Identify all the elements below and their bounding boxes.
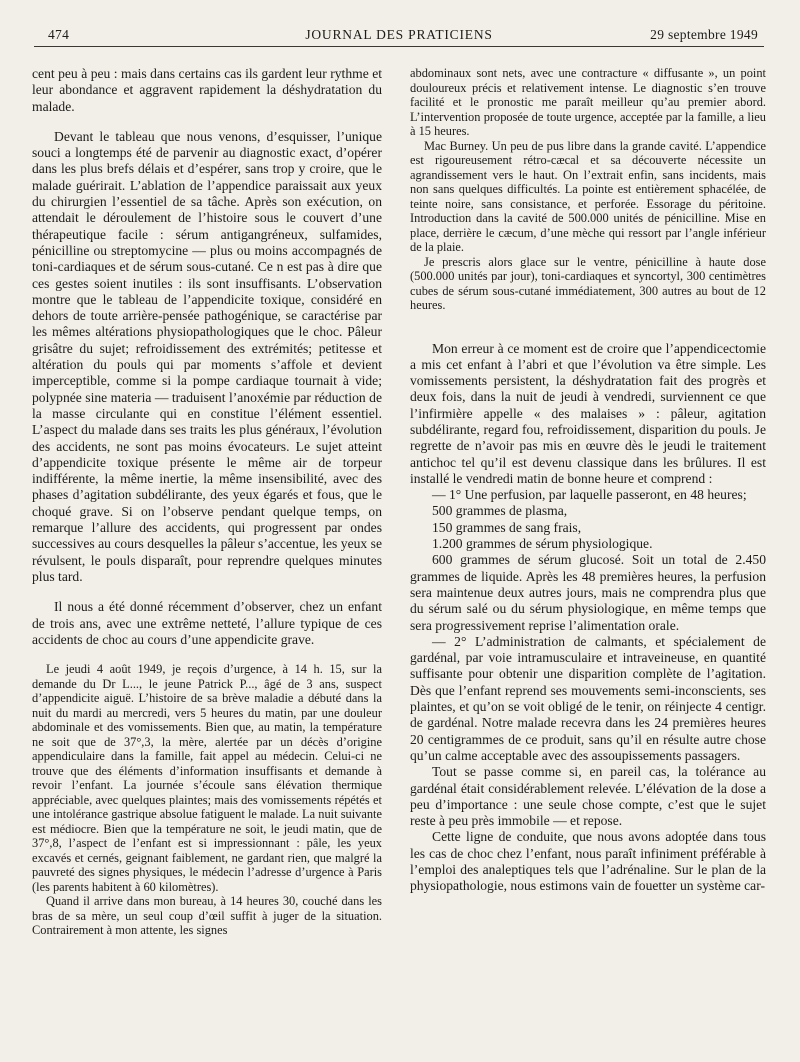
- paragraph: cent peu à peu : mais dans certains cas ils gardent leur rythme et leur abondance et aggravent rapidement la déshydratation du malade.: [32, 66, 382, 114]
- paragraph: Cette ligne de conduite, que nous avons adoptée dans tous les cas de choc chez l’enfant, nous paraît infiniment préférable à l’emploi des analeptiques tels que l’adrénaline. Sur le plan de la physiopathologie, nous estimons vain de fouetter un système car-: [410, 829, 766, 894]
- paragraph: 600 grammes de sérum glucosé. Soit un total de 2.450 grammes de liquide. Après les 48 premières heures, la perfusion sera maintenue deux autres jours, mais ne comprendra plus que du sérum salé ou du sérum physiologique, en même temps que sera progressivement reprise l’alimentation orale.: [410, 552, 766, 633]
- page-header: [34, 24, 764, 47]
- right-column: [410, 66, 766, 1050]
- issue-date: 29 septembre 1949: [650, 27, 758, 42]
- treatment-item-1: — 1° Une perfusion, par laquelle passeront, en 48 heures;: [432, 487, 747, 503]
- case-report-paragraph: abdominaux sont nets, avec une contracture « diffusante », un point douloureux précis et relativement intense. Le diagnostic s’en trouve facilité et le pronostic me paraît meilleur qu’au premier abord. L’intervention proposée de toute urgence, acceptée par la famille, a lieu à 15 heures.: [410, 66, 766, 138]
- list-item: 1.200 grammes de sérum physiologique.: [432, 536, 653, 552]
- case-report-paragraph: Je prescris alors glace sur le ventre, pénicilline à haute dose (500.000 unités par jour), toni-cardiaques et syncortyl, 300 centimètres cubes de sérum sous-cutané immédiatement, 300 autres au bout de 12 heures.: [410, 254, 766, 312]
- paragraph: Tout se passe comme si, en pareil cas, la tolérance au gardénal était considérablement relevée. L’élévation de la dose a peu d’importance : une seule chose compte, c’est que le sujet reste à peu près immobile — et repose.: [410, 764, 766, 829]
- treatment-item-2: — 2° L’administration de calmants, et spécialement de gardénal, par voie intramusculaire et intraveineuse, en quantité suffisante pour obtenir une disparition complète de l’agitation. Dès que l’enfant reprend ses mouvements semi-inconscients, ses plaintes, et qu’on se voit obligé de le tenir, on réinjecte 4 centigr. de gardénal. Notre malade recevra dans les 24 premières heures 20 centigrammes de ce produit, sans qu’il en résulte autre chose qu’un calme acceptable avec des assoupissements passagers.: [410, 633, 766, 763]
- page-number: 474: [48, 27, 70, 42]
- case-report-paragraph: Mac Burney. Un peu de pus libre dans la grande cavité. L’appendice est rigoureusement rétro-cæcal et sa découverte nécessite un agrandissement vers le haut. On l’extrait enfin, sans incidents, mais non sans quelques difficultés. La pointe est entièrement sphacélée, de teinte noire, sans consistance, et perforée. Essorage du péritoine. Introduction dans la cavité de 500.000 unités de pénicilline. Mise en place, derrière le cæcum, d’une mèche qui ressort par l’angle inférieur de la plaie.: [410, 138, 766, 254]
- list-item: 150 grammes de sang frais,: [432, 519, 582, 535]
- case-report-paragraph: Quand il arrive dans mon bureau, à 14 heures 30, couché dans les bras de sa mère, un seul coup d’œil suffit à juger de la situation. Contrairement à mon attente, les signes: [32, 894, 382, 938]
- list-item: 500 grammes de plasma,: [432, 503, 568, 519]
- paragraph: Mon erreur à ce moment est de croire que l’appendicectomie a mis cet enfant à l’abri et que l’évolution va être simple. Les vomissements persistent, la déshydratation fait des progrès et deux fois, dans la nuit de jeudi à vendredi, surviennent ce que l’infirmière appelle « des malaises » : pâleur, agitation subdélirante, regard fou, refroidissement, disparition du pouls. Je regrette de n’avoir pas mis en œuvre dès le jeudi le traitement antichoc tel qu’il est devenu classique dans les brûlures. Il est installé le vendredi matin de bonne heure et comprend :: [410, 340, 766, 486]
- paragraph: Il nous a été donné récemment d’observer, chez un enfant de trois ans, avec une extrême netteté, l’allure typique de ces accidents de choc au cours d’une appendicite grave.: [32, 599, 382, 647]
- case-report-paragraph: Le jeudi 4 août 1949, je reçois d’urgence, à 14 h. 15, sur la demande du Dr L..., le jeune Patrick P..., âgé de 3 ans, suspect d’appendicite aiguë. L’histoire de sa brève maladie a débuté dans la nuit du mardi au mercredi, vers 5 heures du matin, par une douleur abdominale et des vomissements. Bien que, au matin, la température ne soit que de 37°,3, la mère, alertée par un décès d’origine appendiculaire dans la famille, fait appel au médecin. Celui-ci ne trouve que des éléments d’information insuffisants et demande à revoir l’enfant. La journée s’écoule sans élévation thermique appréciable, avec quelques plaintes; mais des vomissements répétés et une intolérance gastrique absolue fatiguent le malade. La nuit suivante est médiocre. Bien que la température ne soit, le jeudi matin, que de 37°,8, l’aspect de l’enfant est si impressionnant : pâle, les yeux excavés et cernés, geignant faiblement, ne gardant rien, que malgré la pauvreté des signes physiques, le médecin l’adresse d’urgence à Paris (les parents habitent à 60 kilomètres).: [32, 662, 382, 894]
- left-column: [32, 66, 382, 1050]
- paragraph: Devant le tableau que nous venons, d’esquisser, l’unique souci a longtemps été de parvenir au diagnostic exact, d’opérer dans les plus brefs délais et d’espérer, sans trop y croire, que le malade guérirait. L’ablation de l’appendice paraissait aux yeux du chirurgien l’essentiel de sa tâche. Après son exécution, on attendait le déroulement de l’histoire sous le couvert d’une thérapeutique facile : sérum antigangréneux, sulfamides, pénicilline ou streptomycine — plus ou moins accompagnés de toni-cardiaques et de sérum sous-cutané. Ce n est pas à dire que ces gestes soient inutiles : ils sont insuffisants. L’observation montre que le tableau de l’appendicite toxique, considéré en dehors de toute arrière-pensée pathogénique, se caractérise par les mêmes altérations physiopathologiques que le choc. Pâleur grisâtre du sujet; refroidissement des extrémités; petitesse et altération du pouls qui par moments s’affole et devient imperceptible, comme si la pompe cardiaque tournait à vide; polypnée sine materia — traduisent l’anoxémie par réduction de la masse circulante qui en constitue l’élément essentiel. L’aspect du malade dans ses traits les plus généraux, l’évolution des accidents, ne sont pas moins évocateurs. Le sujet atteint d’appendicite toxique présente le même air de torpeur indifférente, la même inertie, la même insensibilité, avec des phases d’agitation subdélirante, des yeux égarés et fous, que le choqué grave. Si on l’observe pendant quelque temps, on remarque l’allure des accidents, qui progressent par ondes successives au cours desquelles la pâleur s’accentue, les yeux se révulsent, le pouls disparaît, pour reprendre quelques minutes plus tard.: [32, 128, 382, 584]
- journal-title: JOURNAL DES PRATICIENS: [305, 27, 493, 42]
